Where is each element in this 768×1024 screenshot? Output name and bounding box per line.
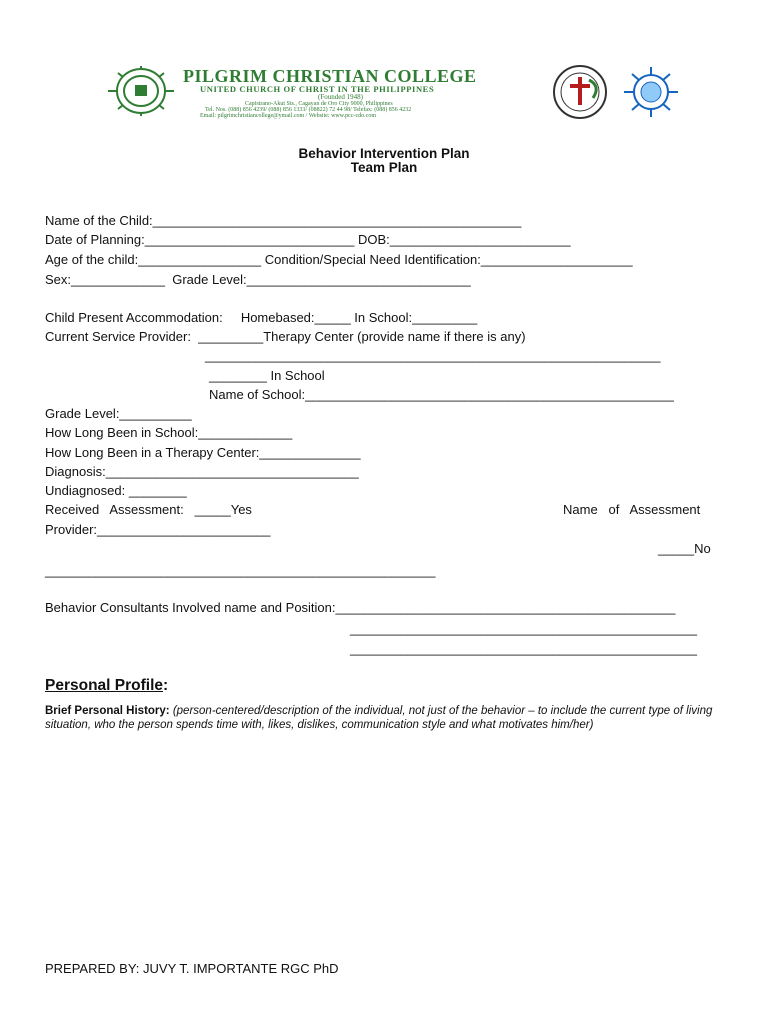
college-address: Capistrano-Akut Sts., Cagayan de Oro City 9000, Philippines xyxy=(245,101,393,107)
personal-profile-colon: : xyxy=(163,677,169,694)
personal-profile-heading xyxy=(45,677,168,695)
college-email: Email: pilgrimchristiancollege@ymail.com / Website: www.pcc-cdo.com xyxy=(200,113,376,119)
document-title: Behavior Intervention Plan xyxy=(298,146,470,161)
college-name: PILGRIM CHRISTIAN COLLEGE xyxy=(183,66,477,86)
planning-date-dob-field[interactable]: Date of Planning:_____________________________ DOB:_________________________ xyxy=(45,232,571,247)
child-name-field[interactable]: Name of the Child:___________________________________________________ xyxy=(45,213,522,228)
diagnosis-field[interactable]: Diagnosis:___________________________________ xyxy=(45,464,359,479)
accommodation-field[interactable]: Child Present Accommodation: Homebased:_____ In School:_________ xyxy=(45,310,478,325)
founded-year: (Founded 1948) xyxy=(318,93,363,101)
college-phone: Tel. Nos. (088) 856 4239/ (088) 856 1333/ (08822) 72 44 98/ Telefax: (088) 856 4232 xyxy=(205,107,412,113)
school-duration-field[interactable]: How Long Been in School:_____________ xyxy=(45,425,293,440)
brief-history-label: Brief Personal History: xyxy=(45,705,170,717)
assessment-extra-line[interactable]: ______________________________________________________ xyxy=(45,563,436,578)
brief-personal-history xyxy=(45,704,725,732)
assessment-name-label: Name of Assessment xyxy=(563,502,701,517)
college-seal-icon xyxy=(102,64,180,118)
undiagnosed-field[interactable]: Undiagnosed: ________ xyxy=(45,483,187,498)
grade-level-field[interactable]: Grade Level:__________ xyxy=(45,406,192,421)
wheel-seal-icon xyxy=(622,66,680,118)
prepared-by: PREPARED BY: JUVY T. IMPORTANTE RGC PhD xyxy=(45,961,339,976)
therapy-duration-field[interactable]: How Long Been in a Therapy Center:______________ xyxy=(45,445,361,460)
assessment-provider-field[interactable]: Provider:________________________ xyxy=(45,522,271,537)
church-name: UNITED CHURCH OF CHRIST IN THE PHILIPPINES xyxy=(200,84,435,94)
therapy-center-name-line[interactable]: _______________________________________________________________ xyxy=(205,348,661,363)
behavior-consultants-line-2[interactable]: ________________________________________________ xyxy=(350,621,698,636)
behavior-consultants-line-3[interactable]: ________________________________________________ xyxy=(350,641,698,656)
ucc-seal-icon xyxy=(545,64,615,120)
received-assessment-no-field[interactable]: _____No xyxy=(658,541,711,556)
behavior-consultants-field[interactable]: Behavior Consultants Involved name and Position:_______________________________________________ xyxy=(45,600,676,615)
sex-grade-field[interactable]: Sex:_____________ Grade Level:_______________________________ xyxy=(45,272,471,287)
document-subtitle: Team Plan xyxy=(350,160,418,175)
received-assessment-yes-field[interactable]: Received Assessment: _____Yes xyxy=(45,502,252,517)
age-condition-field[interactable]: Age of the child:_________________ Condition/Special Need Identification:_____________________ xyxy=(45,252,633,267)
brief-history-description: (person-centered/description of the individual, not just of the behavior – to include the current type of living situation, who the person spends time with, likes, dislikes, communication style and what motivates him/her) xyxy=(45,705,713,731)
school-name-field[interactable]: Name of School:___________________________________________________ xyxy=(209,387,674,402)
in-school-field[interactable]: ________ In School xyxy=(209,368,325,383)
service-provider-field[interactable]: Current Service Provider: _________Therapy Center (provide name if there is any) xyxy=(45,329,526,344)
personal-profile-heading-text: Personal Profile xyxy=(45,677,164,694)
